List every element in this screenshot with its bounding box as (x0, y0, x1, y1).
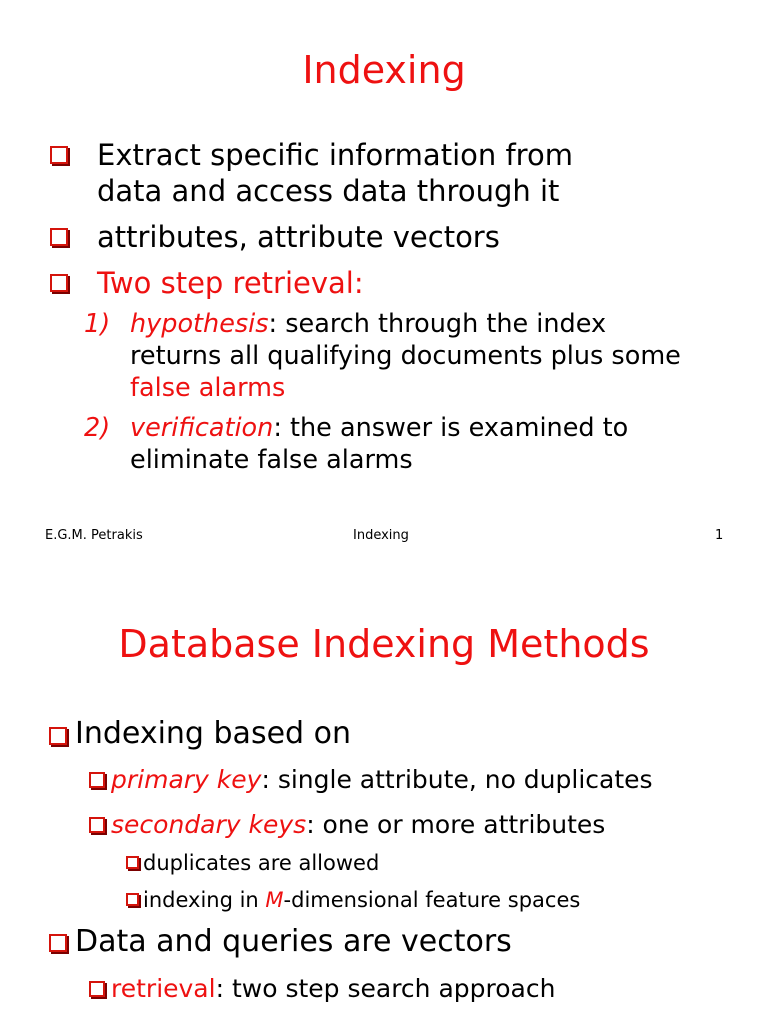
step-line (130, 308, 606, 340)
sub-sub-bullet-text: indexing in (143, 888, 266, 912)
sub-sub-bullet-text: -dimensional feature spaces (283, 888, 581, 912)
footer-author: E.G.M. Petrakis (45, 528, 143, 543)
term-primary-key: primary key (111, 765, 262, 794)
footer-title: Indexing (353, 528, 409, 543)
bullet-text: Indexing based on (75, 716, 351, 751)
slide-database-indexing-methods (0, 560, 768, 1024)
step-text-cont: false alarms (130, 373, 286, 403)
slide-title: Database Indexing Methods (118, 622, 650, 666)
step-term: hypothesis (130, 309, 269, 339)
step-text-cont: returns all qualifying documents plus some (130, 341, 681, 371)
sub-bullet-line (111, 973, 555, 1005)
sub-sub-bullet-line (143, 886, 580, 914)
sub-bullet-text: : single attribute, no duplicates (261, 765, 653, 794)
sub-sub-bullet-text: duplicates are allowed (143, 851, 380, 875)
checkbox-bullet-icon (126, 856, 139, 869)
checkbox-bullet-icon (89, 981, 105, 997)
bullet-text: Two step retrieval: (97, 266, 364, 300)
bullet-text: Data and queries are vectors (75, 924, 512, 959)
footer-page-number: 1 (715, 528, 724, 543)
term-m: M (265, 888, 284, 912)
sub-bullet-line (111, 809, 605, 841)
checkbox-bullet-icon (50, 228, 68, 246)
step-text-cont: eliminate false alarms (130, 445, 413, 475)
bullet-text: attributes, attribute vectors (97, 220, 500, 254)
step-term: verification (130, 413, 274, 443)
slide-title: Indexing (302, 48, 466, 92)
sub-bullet-text: : two step search approach (215, 974, 556, 1003)
step-number: 1) (84, 309, 111, 339)
step-line (130, 412, 628, 444)
checkbox-bullet-icon (126, 893, 139, 906)
step-number: 2) (84, 413, 111, 443)
bullet-text: Extract specific information from (97, 138, 573, 172)
bullet-text-cont: data and access data through it (97, 174, 560, 208)
sub-bullet-text: : one or more attributes (306, 810, 606, 839)
term-secondary-keys: secondary keys (111, 810, 307, 839)
checkbox-bullet-icon (89, 817, 105, 833)
checkbox-bullet-icon (49, 727, 67, 745)
step-text: : the answer is examined to (273, 413, 629, 443)
checkbox-bullet-icon (89, 772, 105, 788)
sub-bullet-line (111, 764, 653, 796)
step-text: : search through the index (268, 309, 607, 339)
term-retrieval: retrieval (111, 974, 216, 1003)
checkbox-bullet-icon (49, 934, 67, 952)
checkbox-bullet-icon (50, 274, 68, 292)
checkbox-bullet-icon (50, 146, 68, 164)
